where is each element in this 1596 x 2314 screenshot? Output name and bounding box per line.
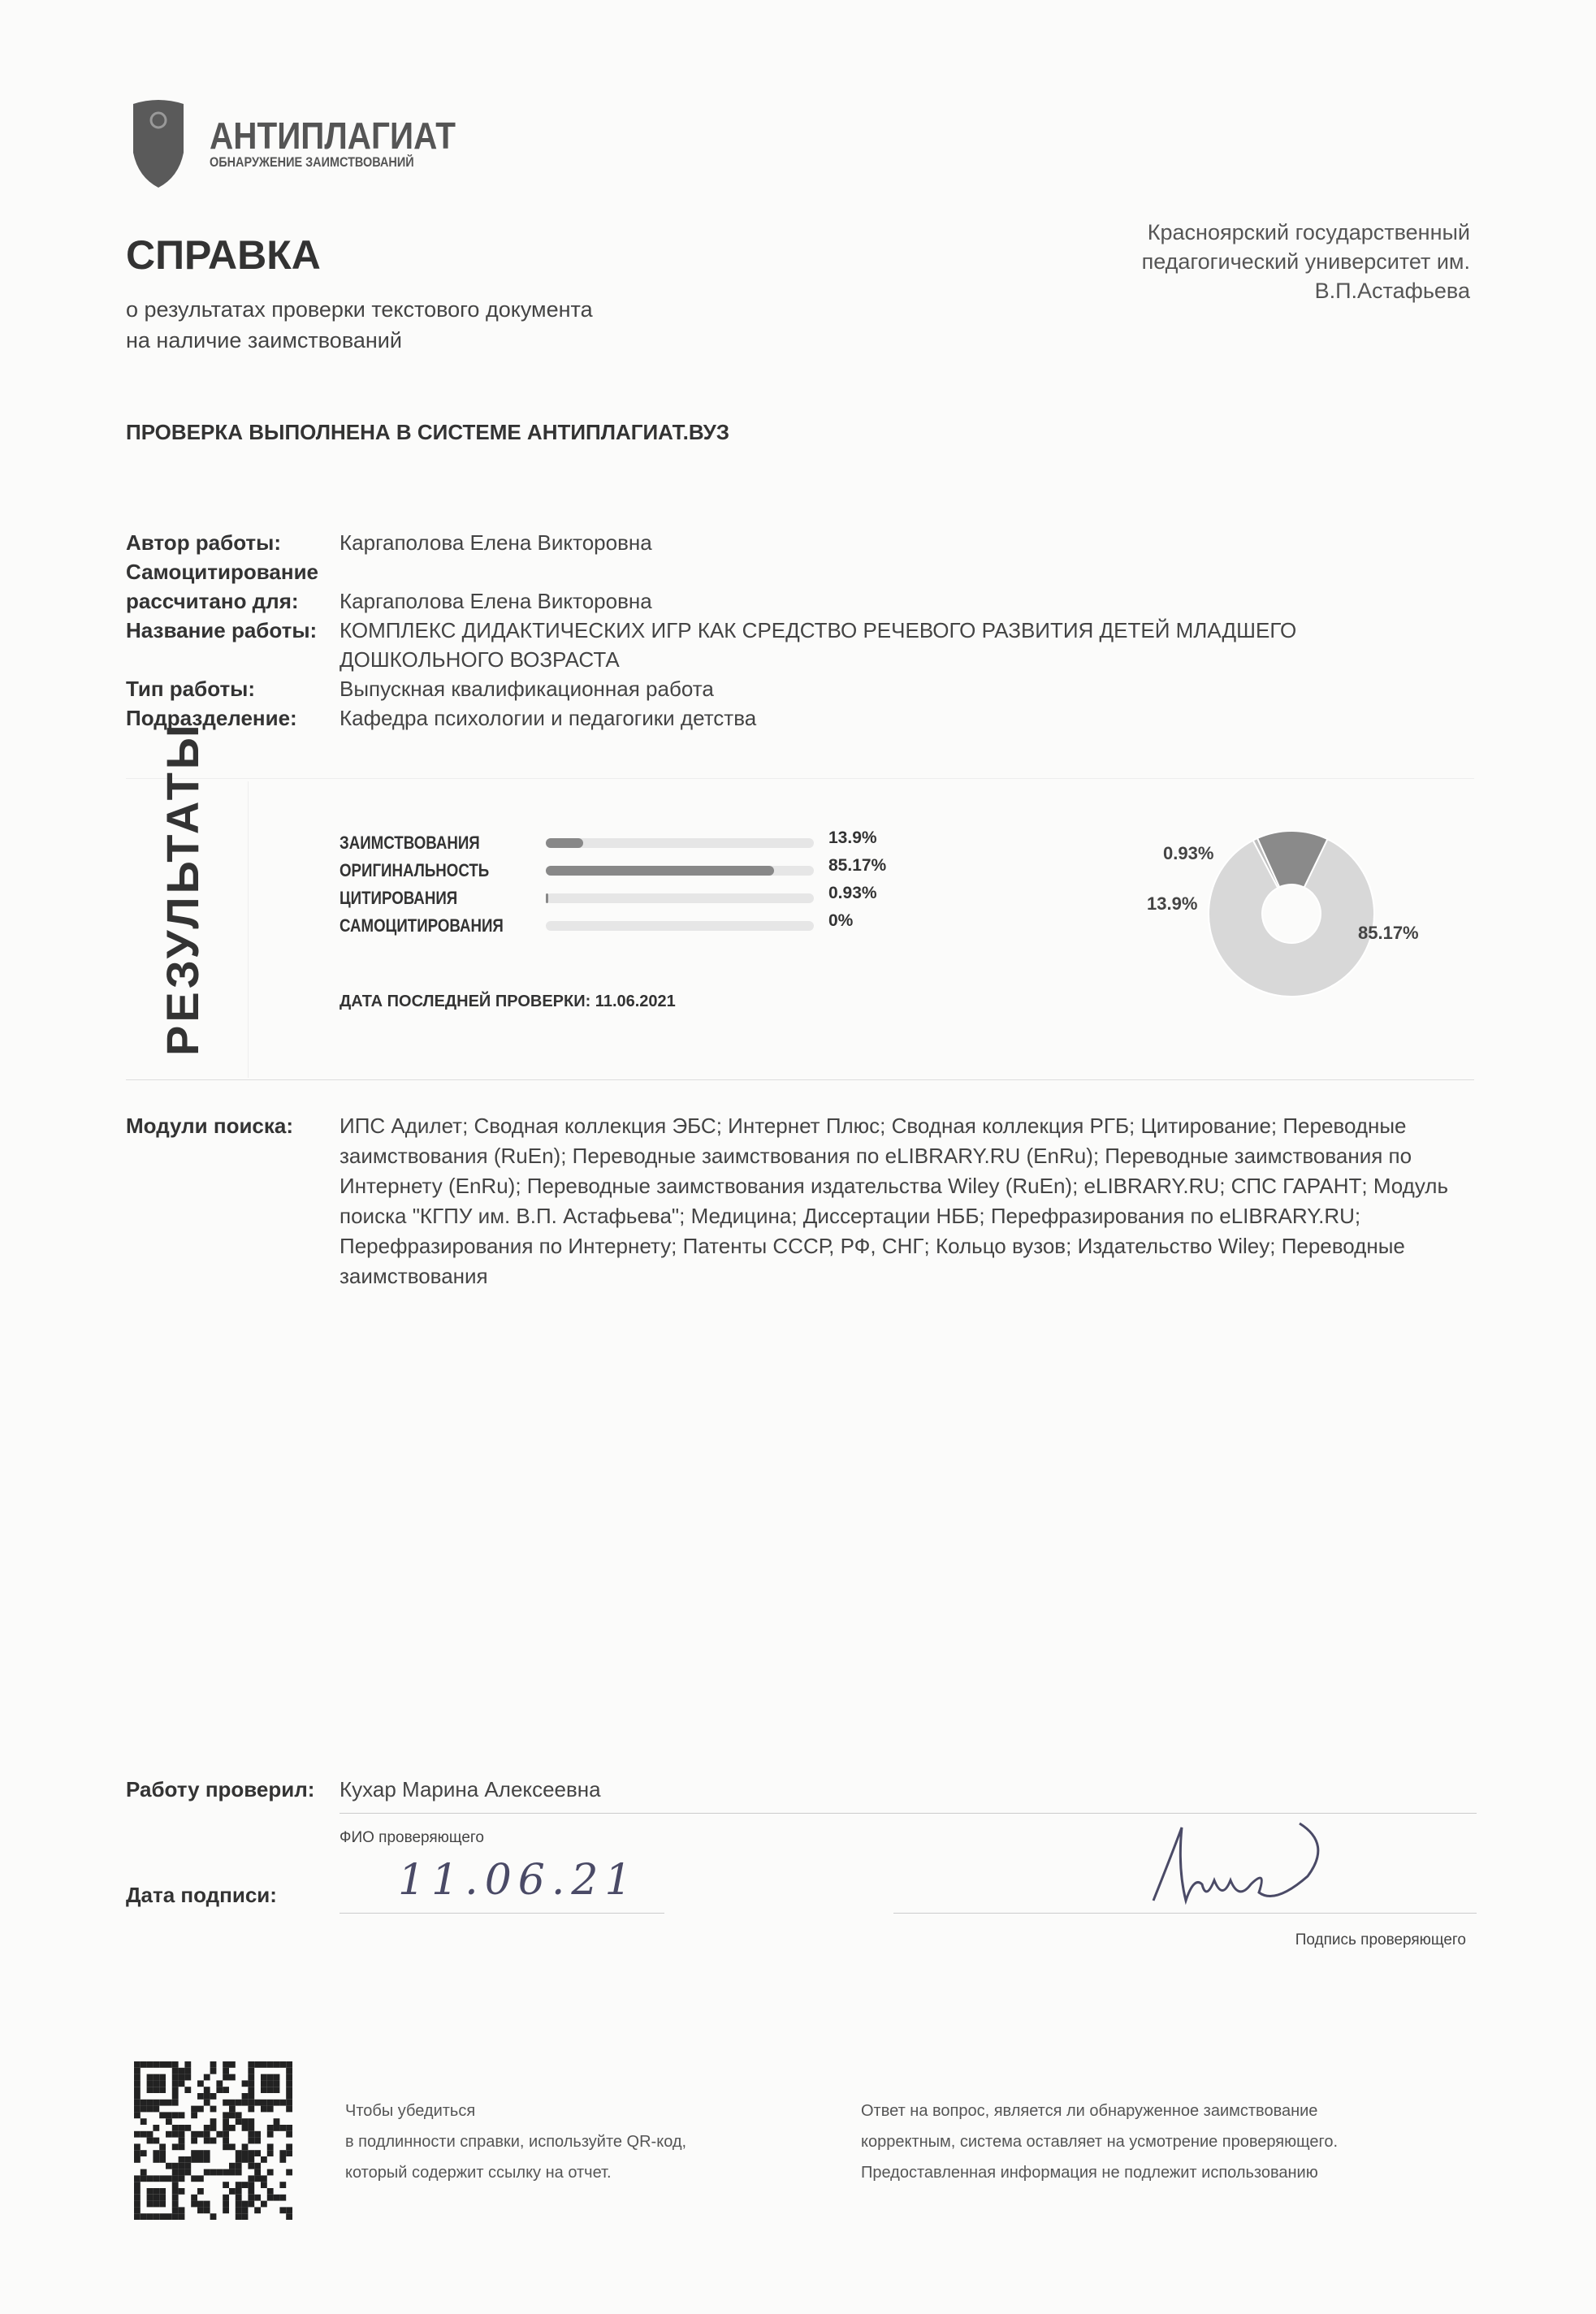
- metric-bar: [546, 893, 814, 903]
- selfcite-label: Самоцитирование: [126, 560, 319, 584]
- selfcite-value: Каргаполова Елена Викторовна: [340, 589, 652, 613]
- institution-line: педагогический университет им.: [1141, 249, 1470, 274]
- subtitle-line: о результатах проверки текстового документа: [126, 297, 593, 322]
- qr-code[interactable]: [134, 2061, 292, 2220]
- disclaimer-line: корректным, система оставляет на усмотрение проверяющего.: [861, 2133, 1339, 2151]
- date-label: Дата подписи:: [126, 1883, 277, 1907]
- document-fields: [126, 528, 1558, 733]
- system-heading: ПРОВЕРКА ВЫПОЛНЕНА В СИСТЕМЕ АНТИПЛАГИАТ.ВУЗ: [126, 420, 730, 444]
- antiplagiat-shield-logo: [130, 96, 187, 189]
- metric-bar: [546, 838, 814, 848]
- department-label: Подразделение:: [126, 706, 297, 730]
- metric-label: ОРИГИНАЛЬНОСТЬ: [340, 860, 490, 880]
- checker-name: Кухар Марина Алексеевна: [340, 1777, 601, 1801]
- metric-label: ЦИТИРОВАНИЯ: [340, 888, 458, 908]
- metric-value: 13.9%: [828, 828, 877, 847]
- metric-label: ЗАИМСТВОВАНИЯ: [340, 833, 480, 853]
- checked-by-label: Работу проверил:: [126, 1777, 315, 1801]
- metric-bar-fill: [546, 838, 583, 848]
- search-modules: [126, 1111, 1477, 1291]
- work-type-value: Выпускная квалификационная работа: [340, 677, 714, 701]
- work-type-label: Тип работы:: [126, 677, 256, 701]
- author-value: Каргаполова Елена Викторовна: [340, 530, 652, 555]
- work-title-value: КОМПЛЕКС ДИДАКТИЧЕСКИХ ИГР КАК СРЕДСТВО РЕЧЕВОГО РАЗВИТИЯ ДЕТЕЙ МЛАДШЕГО ДОШКОЛЬНОГО ВОЗРАСТА: [340, 618, 1297, 672]
- department-value: Кафедра психологии и педагогики детства: [340, 706, 757, 730]
- results-heading: РЕЗУЛЬТАТЫ: [157, 721, 208, 1056]
- metric-value: 85.17%: [828, 856, 887, 875]
- institution-line: Красноярский государственный: [1147, 220, 1470, 244]
- institution-line: В.П.Астафьева: [1314, 279, 1470, 303]
- qr-note-line: в подлинности справки, используйте QR-код,: [345, 2133, 687, 2151]
- handwritten-date: 11.06.21: [398, 1856, 638, 1905]
- author-label: Автор работы:: [126, 530, 282, 555]
- date-line: [340, 1913, 664, 1914]
- fio-caption: ФИО проверяющего: [340, 1829, 484, 1846]
- qr-note: [345, 2096, 686, 2188]
- institution: [1048, 218, 1470, 305]
- disclaimer-line: Предоставленная информация не подлежит использованию: [861, 2164, 1318, 2182]
- metric-bar-fill: [546, 866, 774, 876]
- metric-bar-fill: [546, 893, 548, 903]
- pie-label-originality: 85.17%: [1358, 923, 1419, 943]
- page-title: СПРАВКА: [126, 232, 321, 278]
- metric-bar: [546, 921, 814, 931]
- logo-title: АНТИПЛАГИАТ: [210, 115, 456, 157]
- logo-subtitle: ОБНАРУЖЕНИЕ ЗАИМСТВОВАНИЙ: [210, 154, 414, 170]
- signature-image: [1145, 1811, 1348, 1917]
- signature-caption: Подпись проверяющего: [1295, 1931, 1466, 1949]
- subtitle-line: на наличие заимствований: [126, 328, 402, 353]
- pie-label-borrowings: 13.9%: [1147, 893, 1198, 914]
- checked-by: [126, 1777, 1558, 1802]
- metric-value: 0%: [828, 911, 854, 930]
- modules-label: Модули поиска:: [126, 1114, 294, 1138]
- qr-note-line: который содержит ссылку на отчет.: [345, 2164, 612, 2182]
- pie-label-citations: 0.93%: [1163, 843, 1214, 863]
- modules-value: ИПС Адилет; Сводная коллекция ЭБС; Интернет Плюс; Сводная коллекция РГБ; Цитирование; Переводные заимствования (RuEn); Переводные заимствования по eLIBRARY.RU (EnRu); Переводные заимствования по Интернету (EnRu); Переводные заимствования издательства Wiley (RuEn); eLIBRARY.RU; СПС ГАРАНТ; Модуль поиска "КГПУ им. В.П. Астафьева"; Медицина; Диссертации НББ; Перефразирования по eLIBRARY.RU; Перефразирования по Интернету; Патенты СССР, РФ, СНГ; Кольцо вузов; Издательство Wiley; Переводные заимствования: [340, 1114, 1448, 1288]
- metric-bar: [546, 866, 814, 876]
- disclaimer: [861, 2096, 1338, 2188]
- metric-label: САМОЦИТИРОВАНИЯ: [340, 915, 504, 936]
- disclaimer-line: Ответ на вопрос, является ли обнаруженное заимствование: [861, 2102, 1318, 2120]
- last-check-date: ДАТА ПОСЛЕДНЕЙ ПРОВЕРКИ: 11.06.2021: [340, 993, 676, 1010]
- metric-value: 0.93%: [828, 884, 877, 902]
- selfcite-label-2: рассчитано для:: [126, 589, 299, 613]
- results-divider: [248, 781, 249, 1078]
- work-title-label: Название работы:: [126, 618, 318, 642]
- page-subtitle: [126, 294, 593, 356]
- qr-note-line: Чтобы убедиться: [345, 2102, 476, 2120]
